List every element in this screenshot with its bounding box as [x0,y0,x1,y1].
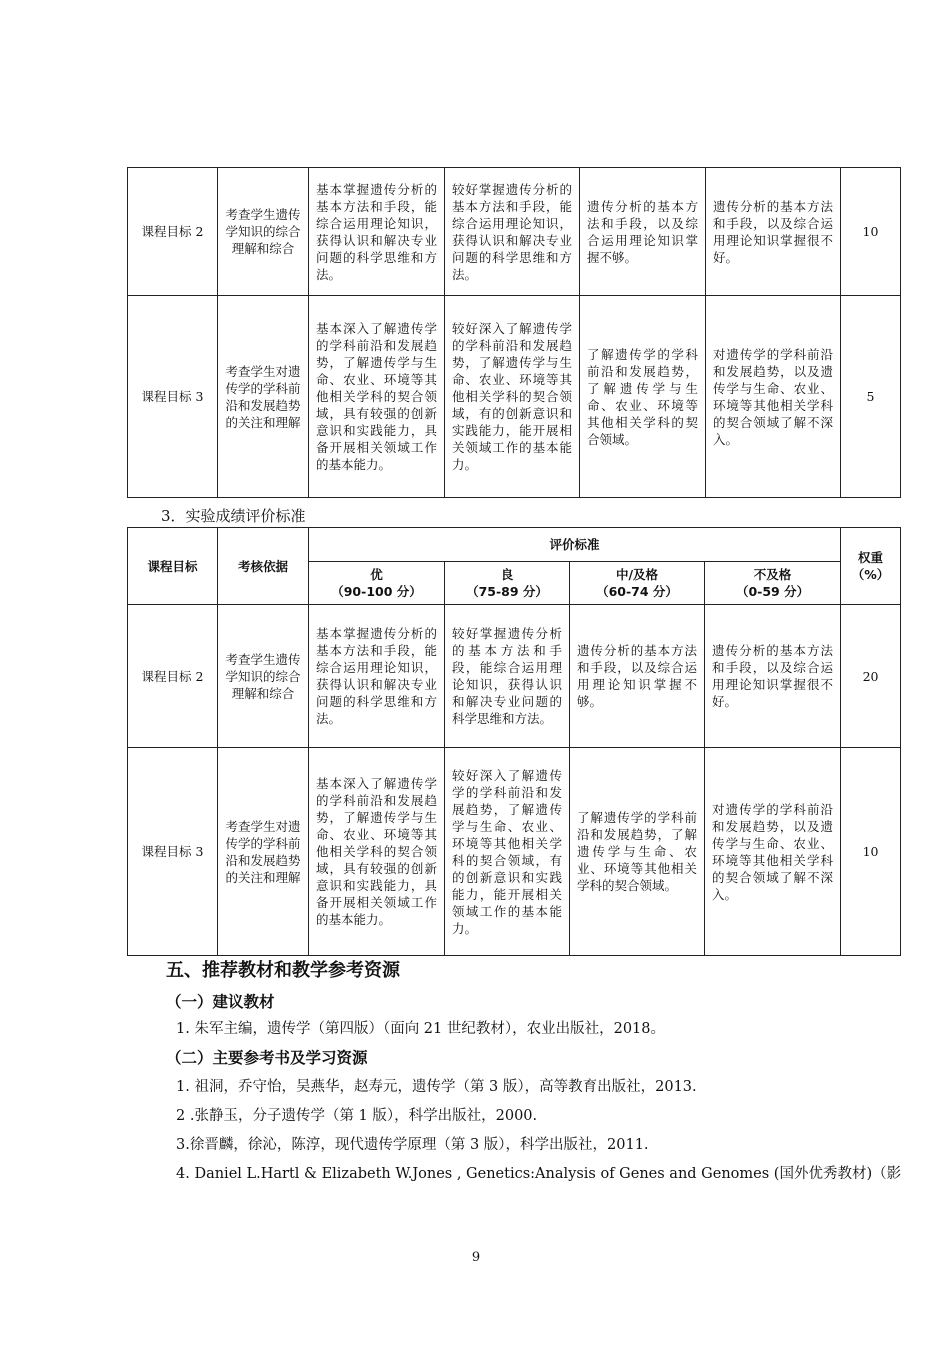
basis-cell: 考查学生遗传学知识的综合理解和综合 [218,605,309,748]
basis-cell: 考查学生遗传学知识的综合理解和综合 [218,168,309,296]
excellent-cell: 基本深入了解遗传学的学科前沿和发展趋势，了解遗传学与生命、农业、环境等其他相关学科的契合领域，具有较强的创新意识和实践能力，具备开展相关领域工作的基本能力。 [309,296,445,498]
section-3-title: 3．实验成绩评价标准 [161,507,306,525]
page-number: 9 [471,1250,481,1265]
fail-cell: 遗传分析的基本方法和手段，以及综合运用理论知识掌握很不好。 [705,605,841,748]
weight-cell: 5 [841,296,901,498]
weight-cell: 10 [841,748,901,956]
goal-cell: 课程目标 3 [128,296,218,498]
header-goal: 课程目标 [128,528,218,605]
weight-cell: 10 [841,168,901,296]
pass-cell: 遗传分析的基本方法和手段，以及综合运用理论知识掌握不够。 [570,605,705,748]
goal-cell: 课程目标 3 [128,748,218,956]
good-cell: 较好深入了解遗传学的学科前沿和发展趋势，了解遗传学与生命、农业、环境等其他相关学科的契合领域，有的创新意识和实践能力，能开展相关领域工作的基本能力。 [445,748,570,956]
goal-cell: 课程目标 2 [128,168,218,296]
fail-cell: 对遗传学的学科前沿和发展趋势，以及遗传学与生命、农业、环境等其他相关学科的契合领域了解不深入。 [705,748,841,956]
pass-cell: 了解遗传学的学科前沿和发展趋势，了解遗传学与生命、农业、环境等其他相关学科的契合领域。 [580,296,706,498]
header-basis: 考核依据 [218,528,309,605]
header-weight: 权重（%） [841,528,901,605]
header-row [128,528,901,562]
reference-item: 4. Daniel L.Hartl & Elizabeth W.Jones , Genetics:Analysis of Genes and Genomes (国外优秀教材)（影 [176,1166,902,1182]
good-cell: 较好掌握遗传分析的基本方法和手段，能综合运用理论知识，获得认识和解决专业问题的科学思维和方法。 [445,605,570,748]
grading-table-continued [127,167,901,498]
textbook-item: 1. 朱军主编，遗传学（第四版）（面向 21 世纪教材），农业出版社，2018。 [176,1021,666,1037]
good-cell: 较好深入了解遗传学的学科前沿和发展趋势，了解遗传学与生命、农业、环境等其他相关学科的契合领域，有的创新意识和实践能力，能开展相关领域工作的基本能力。 [445,296,580,498]
lab-grading-table [127,527,901,956]
header-level-pass: 中/及格 （60-74 分） [570,562,705,605]
header-level-good: 良 （75-89 分） [445,562,570,605]
basis-cell: 考查学生对遗传学的学科前沿和发展趋势的关注和理解 [218,296,309,498]
header-criteria: 评价标准 [309,528,841,562]
excellent-cell: 基本掌握遗传分析的基本方法和手段，能综合运用理论知识，获得认识和解决专业问题的科学思维和方法。 [309,605,445,748]
goal-cell: 课程目标 2 [128,605,218,748]
pass-cell: 了解遗传学的学科前沿和发展趋势，了解遗传学与生命、农业、环境等其他相关学科的契合领域。 [570,748,705,956]
table-row [128,605,901,748]
reference-item: 3.徐晋麟，徐沁，陈淳，现代遗传学原理（第 3 版），科学出版社，2011. [176,1137,649,1153]
section-5-heading: 五、推荐教材和教学参考资源 [166,960,400,981]
textbook-subheading: （一）建议教材 [166,993,275,1011]
reference-item: 1. 祖洞，乔守怡，吴燕华，赵寿元，遗传学（第 3 版），高等教育出版社，2013. [176,1079,697,1095]
fail-cell: 遗传分析的基本方法和手段，以及综合运用理论知识掌握很不好。 [706,168,841,296]
table-row [128,748,901,956]
basis-cell: 考查学生对遗传学的学科前沿和发展趋势的关注和理解 [218,748,309,956]
pass-cell: 遗传分析的基本方法和手段，以及综合运用理论知识掌握不够。 [580,168,706,296]
table-row [128,168,901,296]
excellent-cell: 基本掌握遗传分析的基本方法和手段，能综合运用理论知识，获得认识和解决专业问题的科学思维和方法。 [309,168,445,296]
good-cell: 较好掌握遗传分析的基本方法和手段，能综合运用理论知识，获得认识和解决专业问题的科学思维和方法。 [445,168,580,296]
fail-cell: 对遗传学的学科前沿和发展趋势，以及遗传学与生命、农业、环境等其他相关学科的契合领域了解不深入。 [706,296,841,498]
excellent-cell: 基本深入了解遗传学的学科前沿和发展趋势，了解遗传学与生命、农业、环境等其他相关学科的契合领域，具有较强的创新意识和实践能力，具备开展相关领域工作的基本能力。 [309,748,445,956]
header-level-excellent: 优 （90-100 分） [309,562,445,605]
header-level-fail: 不及格 （0-59 分） [705,562,841,605]
table-row [128,296,901,498]
weight-cell: 20 [841,605,901,748]
reference-item: 2 .张静玉，分子遗传学（第 1 版），科学出版社，2000. [176,1108,538,1124]
reference-subheading: （二）主要参考书及学习资源 [166,1049,368,1067]
